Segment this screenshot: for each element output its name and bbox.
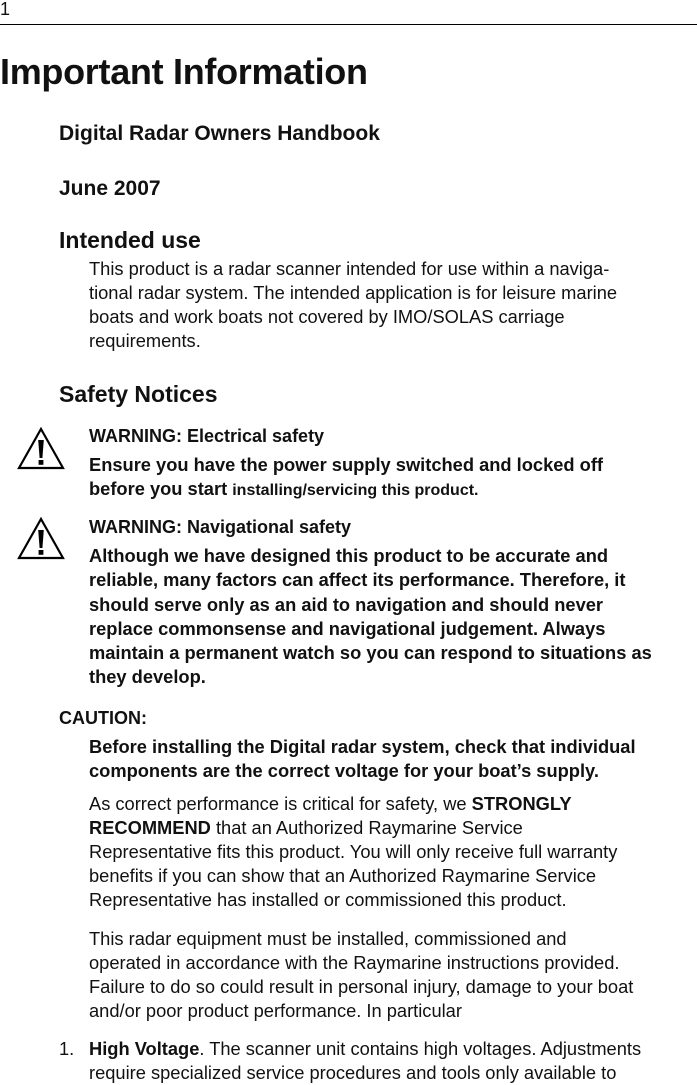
text-line: operated in accordance with the Raymarine instructions provided.	[89, 952, 620, 973]
caution-paragraph-installation	[89, 927, 694, 1023]
text-line: components are the correct voltage for your boat’s supply.	[89, 760, 599, 782]
text-segment: that an Authorized Raymarine Service	[210, 817, 523, 838]
list-item-title: High Voltage	[89, 1038, 200, 1059]
text-line: Ensure you have the power supply switched and locked off	[89, 454, 604, 475]
text-line: benefits if you can show that an Authorized Raymarine Service	[89, 865, 597, 886]
caution-label: CAUTION:	[59, 708, 147, 728]
intended-use-heading: Intended use	[59, 227, 201, 253]
warning-triangle-icon	[16, 516, 66, 561]
text-segment: . The scanner unit contains high voltages. Adjustments	[199, 1038, 642, 1059]
text-line: Representative has installed or commissioned this product.	[89, 889, 567, 910]
page-number: 1	[0, 0, 11, 19]
text-line	[89, 1037, 694, 1061]
text-line: reliable, many factors can affect its performance. Therefore, it	[89, 569, 626, 591]
publication-date: June 2007	[59, 177, 161, 200]
text-line	[89, 816, 694, 840]
caution-paragraph-warranty	[89, 792, 694, 912]
text-line: Although we have designed this product to be accurate and	[89, 545, 609, 566]
intended-use-paragraph	[89, 257, 694, 353]
text-line: Before installing the Digital radar system, check that individual	[89, 736, 636, 757]
warning-navigational-title: WARNING: Navigational safety	[89, 517, 352, 537]
text-line	[89, 477, 694, 503]
chapter-title: Important Information	[0, 51, 368, 92]
text-line: requirements.	[89, 330, 201, 351]
strong-emphasis: STRONGLY	[471, 793, 572, 814]
text-line: boats and work boats not covered by IMO/SOLAS carriage	[89, 306, 565, 327]
list-item-high-voltage	[89, 1037, 694, 1085]
warning-navigational-body	[89, 544, 694, 690]
text-line: tional radar system. The intended application is for leisure marine	[89, 282, 618, 303]
text-segment: As correct performance is critical for safety, we	[89, 793, 472, 814]
handbook-title: Digital Radar Owners Handbook	[59, 122, 380, 145]
text-line: Representative fits this product. You will only receive full warranty	[89, 841, 618, 862]
header-rule	[0, 24, 697, 25]
warning-electrical-title: WARNING: Electrical safety	[89, 426, 325, 446]
warning-electrical-body	[89, 453, 694, 504]
text-line: should serve only as an aid to navigation and should never	[89, 593, 604, 615]
text-line: This radar equipment must be installed, commissioned and	[89, 928, 567, 949]
warning-triangle-icon	[16, 426, 66, 471]
text-line: maintain a permanent watch so you can respond to situations as	[89, 642, 652, 664]
text-line	[89, 792, 694, 816]
text-line: This product is a radar scanner intended for use within a naviga-	[89, 258, 610, 279]
caution-bold-text	[89, 735, 694, 784]
text-line: require specialized service procedures and tools only available to	[89, 1062, 617, 1083]
text-segment-small: installing/servicing this product.	[232, 482, 479, 500]
text-line: and/or poor product performance. In particular	[89, 1000, 462, 1021]
text-line: they develop.	[89, 666, 206, 688]
list-item-number: 1.	[59, 1038, 75, 1059]
text-line: replace commonsense and navigational judgement. Always	[89, 617, 606, 639]
safety-notices-heading: Safety Notices	[59, 381, 218, 407]
text-line: Failure to do so could result in personal injury, damage to your boat	[89, 976, 634, 997]
strong-emphasis: RECOMMEND	[89, 817, 211, 838]
text-segment: before you start	[89, 478, 233, 500]
